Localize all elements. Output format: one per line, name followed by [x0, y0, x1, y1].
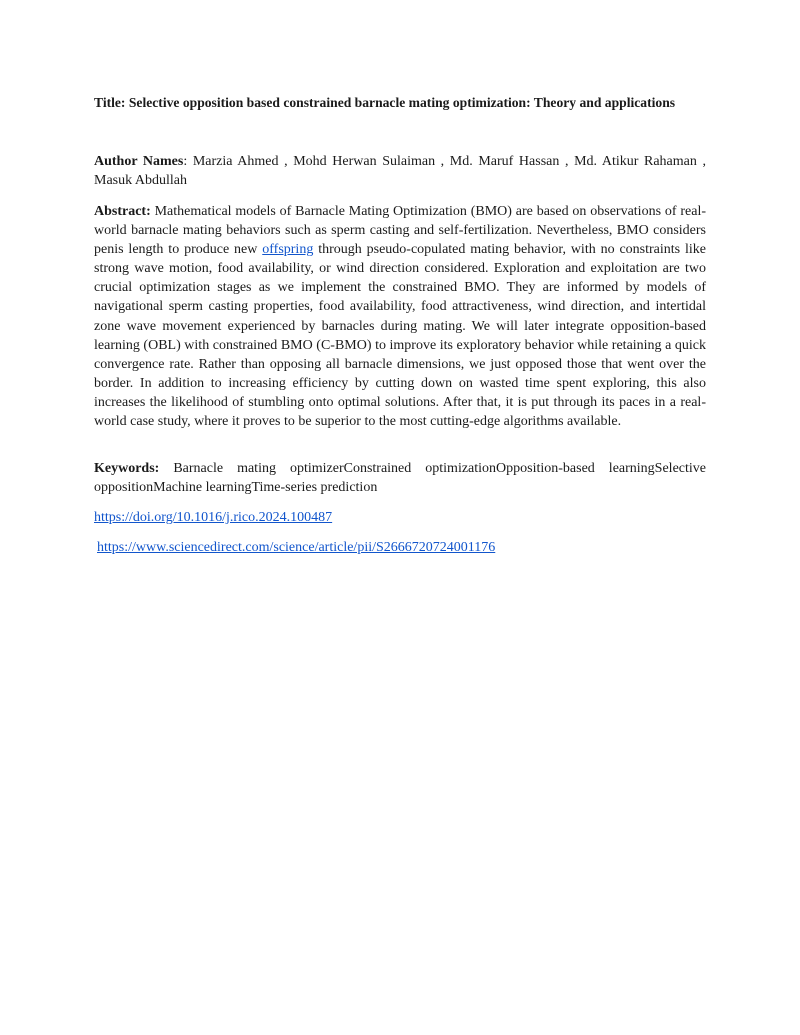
title-label: Title: [94, 95, 126, 110]
title-text: Selective opposition based constrained barnacle mating optimization: Theory and applications [125, 95, 676, 110]
doi-line [94, 508, 332, 527]
authors-label: Author Names [94, 154, 184, 169]
abstract-text-part1: Mathematical models of Barnacle Mating Optimization (BMO) are based on observations of real-world barnacle mating behaviors such as sperm casting and self-fertilization. Nevertheless, BMO considers penis length to produce new [94, 204, 706, 258]
sciencedirect-line [97, 538, 495, 557]
offspring-link[interactable]: offspring [262, 242, 314, 258]
sciencedirect-link[interactable]: https://www.sciencedirect.com/science/article/pii/S2666720724001176 [97, 540, 496, 555]
keywords-label: Keywords: [94, 461, 160, 476]
doi-link[interactable]: https://doi.org/10.1016/j.rico.2024.100487 [94, 510, 333, 525]
author-names [94, 152, 706, 190]
keywords-text: Barnacle mating optimizerConstrained optimizationOpposition-based learningSelective oppositionMachine learningTime-series prediction [94, 461, 706, 495]
authors-text: : Marzia Ahmed , Mohd Herwan Sulaiman , Md. Maruf Hassan , Md. Atikur Rahaman , Masuk Abdullah [94, 154, 706, 188]
abstract-label: Abstract: [94, 204, 151, 219]
keywords-paragraph [94, 459, 706, 497]
abstract-paragraph [94, 202, 706, 431]
abstract-text-part2: through pseudo-copulated mating behavior, with no constraints like strong wave motion, food availability, or wind direction considered. Exploration and exploitation are two crucial optimization stages as we implement the constrained BMO. They are informed by models of navigational sperm casting properties, food availability, food attractiveness, wind direction, and intertidal zone wave movement experienced by barnacles during mating. We will later integrate opposition-based learning (OBL) with constrained BMO (C-BMO) to improve its exploratory behavior while retaining a quick convergence rate. Rather than opposing all barnacle dimensions, we just opposed those that went over the border. In addition to increasing efficiency by cutting down on wasted time spent exploring, this also increases the likelihood of stumbling onto optimal solutions. After that, it is put through its paces in a real-world case study, where it proves to be superior to the most cutting-edge algorithms available. [94, 242, 706, 430]
paper-title [94, 94, 734, 112]
